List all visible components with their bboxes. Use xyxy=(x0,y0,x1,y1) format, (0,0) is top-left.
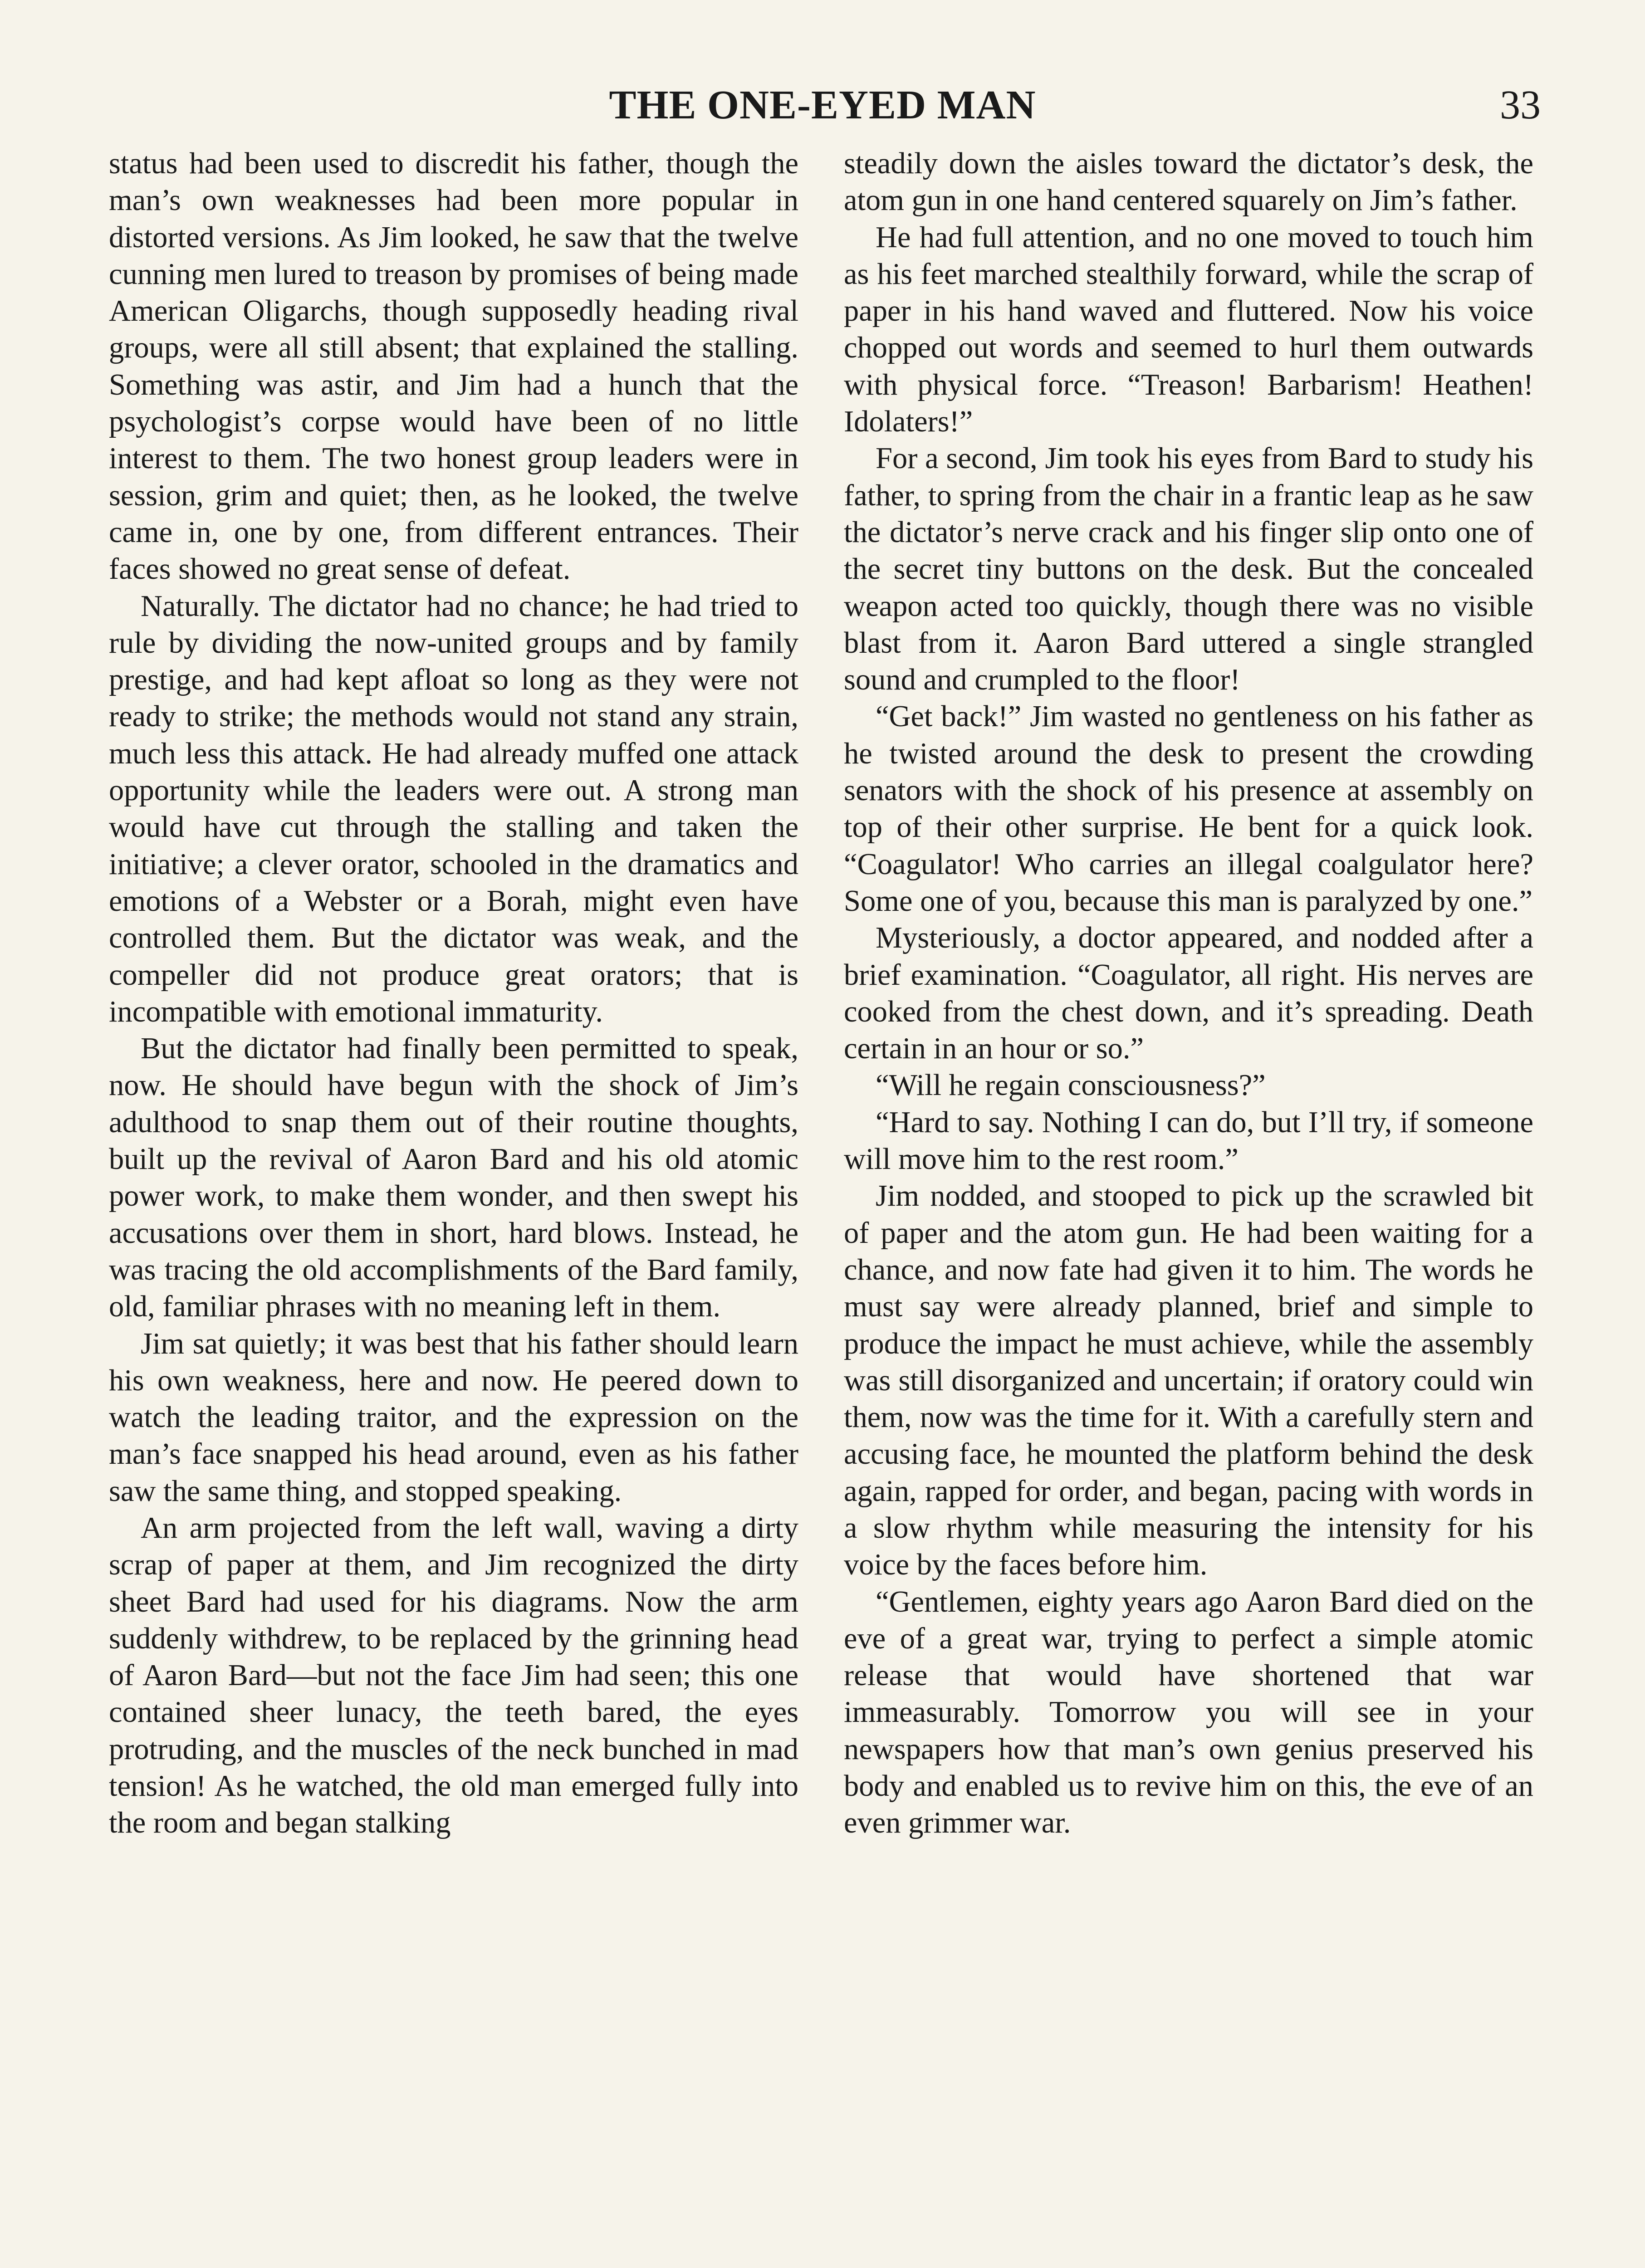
paragraph: “Gentlemen, eighty years ago Aaron Bard died on the eve of a great war, trying to perfect a simple atomic release that would have shortened that war immeasurably. Tomorrow you will see in your newspapers how that man’s own genius preserved his body and enabled us to revive him on this, the eve of an even grimmer war. xyxy=(844,1585,1533,1840)
paragraph: Naturally. The dictator had no chance; he had tried to rule by dividing the now-united groups and by family prestige, and had kept afloat so long as they were not ready to strike; the methods would not stand any strain, much less this attack. He had already muffed one attack opportunity while the leaders were out. A strong man would have cut through the stalling and taken the initiative; a clever orator, schooled in the dramatics and emotions of a Webster or a Borah, might even have controlled them. But the dictator was weak, and the compeller did not produce great orators; that is incompatible with emotional immaturity. xyxy=(109,589,798,1028)
paragraph: He had full attention, and no one moved to touch him as his feet marched stealthily forward, while the scrap of paper in his hand waved and fluttered. Now his voice chopped out words and seemed to hurl them outwards with physical force. “Treason! Barbarism! Heathen! Idolaters!” xyxy=(844,220,1533,439)
paragraph: “Hard to say. Nothing I can do, but I’ll try, if someone will move him to the rest room.” xyxy=(844,1105,1533,1176)
paragraph: For a second, Jim took his eyes from Bard to study his father, to spring from the chair in a frantic leap as he saw the dictator’s nerve crack and his finger slip onto one of the secret tiny buttons on the desk. But the concealed weapon acted too quickly, though there was no visible blast from it. Aaron Bard uttered a single strangled sound and crumpled to the floor! xyxy=(844,442,1533,697)
paragraph: Jim nodded, and stooped to pick up the scrawled bit of paper and the atom gun. He had been waiting for a chance, and now fate had given it to him. The words he must say were already planned, brief and simple to produce the impact he must achieve, while the assembly was still disorganized and uncertain; if oratory could win them, now was the time for it. With a carefully stern and accusing face, he mounted the platform behind the desk again, rapped for order, and began, pacing with words in a slow rhythm while measuring the intensity for his voice by the faces before him. xyxy=(844,1179,1533,1582)
page-number: 33 xyxy=(1500,83,1541,127)
paragraph: Mysteriously, a doctor appeared, and nodded after a brief examination. “Coagulator, all right. His nerves are cooked from the chest down, and it’s spreading. Death certain in an hour or so.” xyxy=(844,921,1533,1066)
right-text-column xyxy=(844,145,1533,1842)
paragraph: steadily down the aisles toward the dictator’s desk, the atom gun in one hand centered squarely on Jim’s father. xyxy=(844,147,1533,217)
paragraph: An arm projected from the left wall, waving a dirty scrap of paper at them, and Jim recognized the dirty sheet Bard had used for his diagrams. Now the arm suddenly withdrew, to be replaced by the grinning head of Aaron Bard—but not the face Jim had seen; this one contained sheer lunacy, the teeth bared, the eyes protruding, and the muscles of the neck bunched in mad tension! As he watched, the old man emerged fully into the room and began stalking xyxy=(109,1511,798,1840)
page-title: THE ONE-EYED MAN xyxy=(609,83,1036,127)
left-text-column xyxy=(109,145,798,1842)
running-header xyxy=(0,68,1645,136)
paragraph: status had been used to discredit his father, though the man’s own weaknesses had been more popular in distorted versions. As Jim looked, he saw that the twelve cunning men lured to treason by promises of being made American Oligarchs, though supposedly heading rival groups, were all still absent; that explained the stalling. Something was astir, and Jim had a hunch that the psychologist’s corpse would have been of no little interest to them. The two honest group leaders were in session, grim and quiet; then, as he looked, the twelve came in, one by one, from different entrances. Their faces showed no great sense of defeat. xyxy=(109,147,798,586)
paragraph: Jim sat quietly; it was best that his father should learn his own weakness, here and now. He peered down to watch the leading traitor, and the expression on the man’s face snapped his head around, even as his father saw the same thing, and stopped speaking. xyxy=(109,1327,798,1508)
paragraph: “Will he regain consciousness?” xyxy=(876,1069,1266,1102)
paragraph: “Get back!” Jim wasted no gentleness on his father as he twisted around the desk to present the crowding senators with the shock of his presence at assembly on top of their other surprise. He bent for a quick look. “Coagulator! Who carries an illegal coalgulator here? Some one of you, because this man is paralyzed by one.” xyxy=(844,700,1533,918)
paragraph: But the dictator had finally been permitted to speak, now. He should have begun with the shock of Jim’s adulthood to snap them out of their routine thoughts, built up the revival of Aaron Bard and his old atomic power work, to make them wonder, and then swept his accusations over them in short, hard blows. Instead, he was tracing the old accomplishments of the Bard family, old, familiar phrases with no meaning left in them. xyxy=(109,1032,798,1324)
